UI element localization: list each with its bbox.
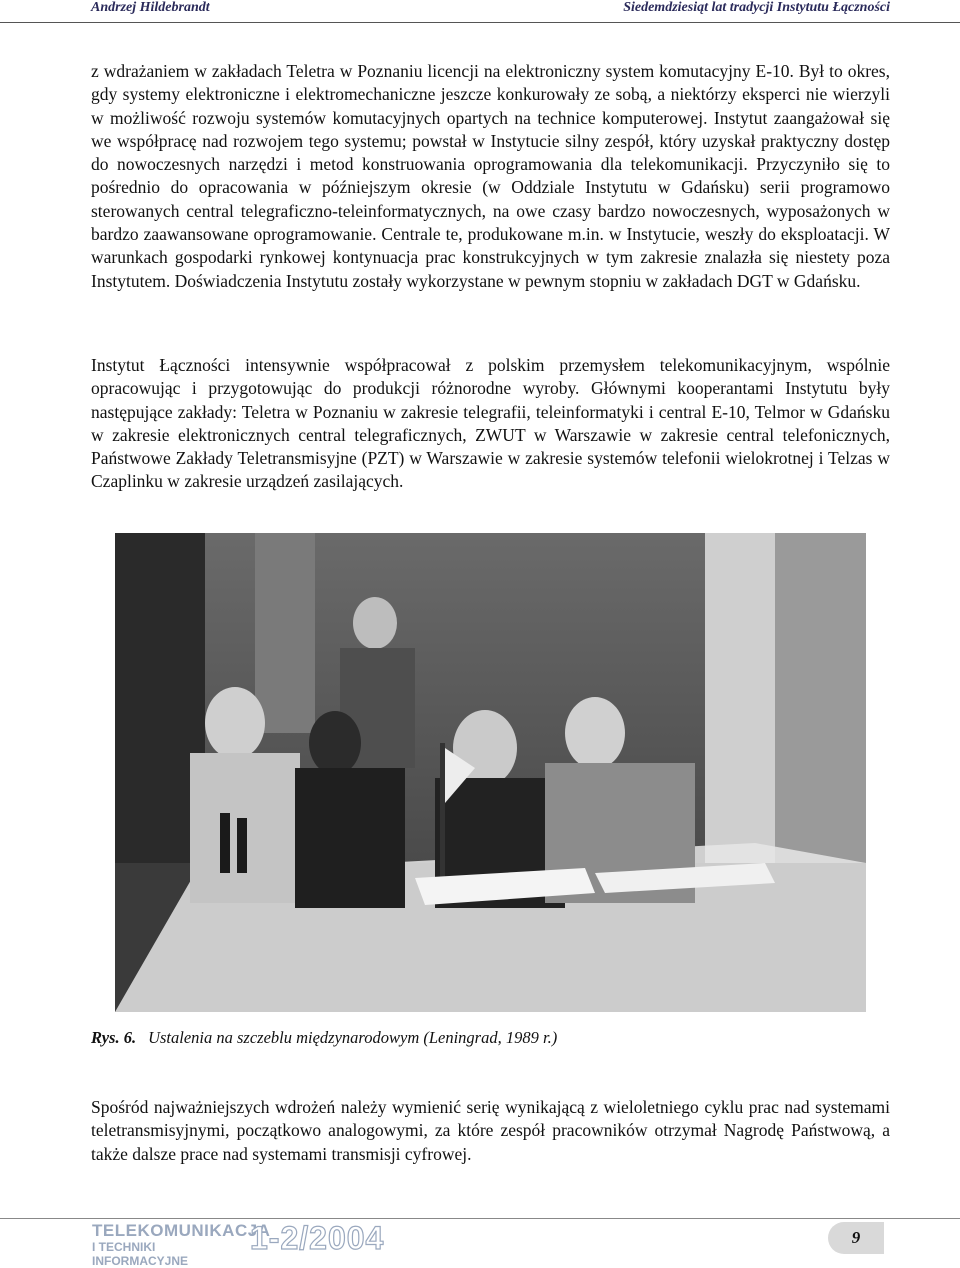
figure-number: Rys. 6. [91,1028,137,1047]
issue-number: 1-2/2004 [250,1220,385,1256]
figure-caption [91,1028,557,1048]
journal-name-line2: I TECHNIKI INFORMACYJNE [92,1240,189,1268]
paragraph-1: z wdrażaniem w zakładach Teletra w Poznaniu licencji na elektroniczny system komutacyjny E-10. Był to okres, gdy systemy elektroniczne i elektromechaniczne jeszcze konkurowały ze sobą, a niektórzy eksperci nie wierzyli w możliwość rozwoju systemów komutacyjnych opartych na technice komputerowej. Instytut zaangażował się we współpracę nad rozwojem tego systemu; powstał w Instytucie silny zespół, który uzyskał praktyczny dostęp do nowoczesnych narzędzi i metod konstruowania oprogramowania dla telekomunikacji. Przyczyniło się to pośrednio do opracowania w późniejszym okresie (w Oddziale Instytutu w Gdańsku) serii programowo sterowanych central telegraficzno-teleinformatycznych, na owe czasy bardzo nowoczesnych, wyposażonych w bardzo zaawansowane oprogramowanie. Centrale te, produkowane m.in. w Instytucie, weszły do eksploatacji. W warunkach gospodarki rynkowej kontynuacja prac konstrukcyjnych w tym zakresie znalazła się niestety poza Instytutem. Doświadczenia Instytutu zostały wykorzystane w pewnym stopniu w zakładach DGT w Gdańsku. [91,61,890,291]
header-title: Siedemdziesiąt lat tradycji Instytutu Łączności [623,0,890,15]
figure-caption-text: Ustalenia na szczeblu międzynarodowym (Leningrad, 1989 r.) [148,1028,558,1047]
footer-divider [0,1218,960,1219]
journal-name-line1: TELEKOMUNIKACJA [92,1221,271,1240]
running-header [0,0,960,23]
photo-illustration [115,533,866,1012]
header-author: Andrzej Hildebrandt [91,0,210,15]
paragraph-2: Instytut Łączności intensywnie współpracował z polskim przemysłem telekomunikacyjnym, wspólnie opracowując i przygotowując do produkcji różnorodne wyroby. Głównymi kooperantami Instytutu były następujące zakłady: Teletra w Poznaniu w zakresie telegrafii, teleinformatyki i central E-10, Telmor w Gdańsku w zakresie elektronicznych central telegraficznych, ZWUT w Warszawie w zakresie central telefonicznych, Państwowe Zakłady Teletransmisyjne (PZT) w Warszawie w zakresie systemów telefonii wielokrotnej i Telzas w Czaplinku w zakresie urządzeń zasilających. [91,355,890,492]
paragraph-3: Spośród najważniejszych wdrożeń należy wymienić serię wynikającą z wieloletniego cyklu prac nad systemami teletransmisyjnymi, początkowo analogowymi, za które zespół pracowników otrzymał Nagrodę Państwową, a także dalsze prace nad systemami transmisji cyfrowej. [91,1097,890,1164]
page-number: 9 [851,1228,861,1247]
page-number-badge [828,1222,884,1254]
journal-logo [92,1221,271,1268]
figure-photo [115,533,866,1012]
